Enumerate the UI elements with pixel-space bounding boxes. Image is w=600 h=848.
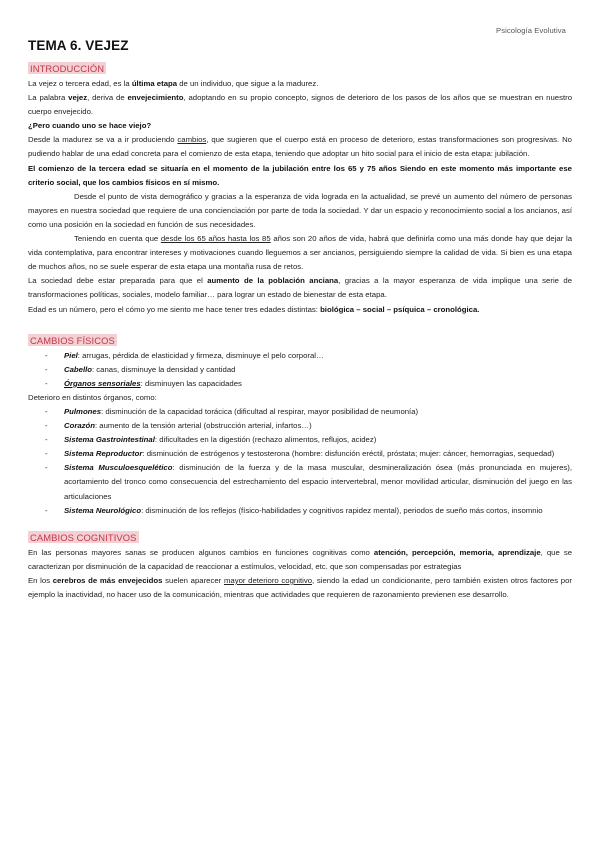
list-item: - Cabello: canas, disminuye la densidad y cantidad xyxy=(28,363,572,377)
page-title: TEMA 6. VEJEZ xyxy=(28,38,129,53)
organs-intro: Deterioro en distintos órganos, como: xyxy=(28,392,157,402)
intro-paragraph-6: Teniendo en cuenta que desde los 65 años hasta los 85 años son 20 años de vida, habrá que definirla como una más donde hay que dejar la vida contemplativa, para encontrar intereses y motivaciones cuando lleguemos a ser ancianos, persiguiendo siempre la calidad de vida. Si bien es una etapa de muchos años, no se suele esperar de esta etapa una montaña rusa de retos. xyxy=(28,234,573,272)
intro-paragraph-7: La sociedad debe estar preparada para que el aumento de la población anciana, gracias a la mayor esperanza de vida implique una serie de transformaciones políticas, sociales, modelo familiar… para lograr un estado de bienestar de esta etapa. xyxy=(28,276,573,300)
subject-header: Psicología Evolutiva xyxy=(496,26,566,35)
intro-paragraph-8: Edad es un número, pero el cómo yo me siento me hace tener tres edades distintas: biológica – social – psíquica – cronológica. xyxy=(28,304,480,314)
section-heading-cambios-fisicos: CAMBIOS FÍSICOS xyxy=(30,334,115,346)
cognitive-paragraph-2: En los cerebros de más envejecidos suelen aparecer mayor deterioro cognitivo, siendo la edad un condicionante, pero también existen otros factores por ejemplo la inactividad, no hacer uso de la comunicación, mientras que actividades que requieren de razonamiento previenen ese desarrollo. xyxy=(28,575,572,599)
list-item: - Sistema Neurológico: disminución de los reflejos (físico-habilidades y cognitivos rapidez mental), periodos de sueño más cortos, insomnio xyxy=(28,504,572,518)
list-item: - Sistema Reproductor: disminución de estrógenos y testosterona (hombre: disfunción eréctil, próstata; mujer: cáncer, hemorragias, sequedad) xyxy=(28,447,572,461)
list-item: - Sistema Musculoesquelético: disminución de la fuerza y de la masa muscular, desmineralización ósea (más pronunciada en mujeres), acortamiento del tronco como consecuencia del estrechamiento del espacio intervertebral, menor movilidad articular, disminución del juego en las articulaciones xyxy=(28,461,572,503)
document-page xyxy=(28,38,572,602)
section-heading-cambios-cognitivos: CAMBIOS COGNITIVOS xyxy=(30,531,137,543)
list-item: - Corazón: aumento de la tensión arterial (obstrucción arterial, infartos…) xyxy=(28,419,572,433)
section-heading-introduccion: INTRODUCCIÓN xyxy=(30,63,105,74)
intro-paragraph-3: Desde la madurez se va a ir produciendo cambios, que sugieren que el cuerpo está en proceso de deterioro, estas transformaciones son progresivas. No pudiendo hablar de una edad concreta para el comienzo de esta etapa, teniendo que adoptar un hito social para el inicio de esta etapa: jubilación. xyxy=(28,135,572,159)
physical-changes-list xyxy=(28,349,572,391)
cognitive-paragraph-1: En las personas mayores sanas se producen algunos cambios en funciones cognitivas como atención, percepción, memoria, aprendizaje, que se caracterizan por disminución de la capacidad de reaccionar a estímulos, velocidad, etc. que son compensadas por estrategias xyxy=(28,547,573,571)
list-item: - Piel: arrugas, pérdida de elasticidad y firmeza, disminuye el pelo corporal… xyxy=(28,349,572,363)
list-item: - Órganos sensoriales: disminuyen las capacidades xyxy=(28,377,572,391)
intro-paragraph-5: Desde el punto de vista demográfico y gracias a la esperanza de vida lograda en la actualidad, se prevé un aumento del número de personas mayores en nuestra sociedad que requiere de una concienciación por parte de toda la sociedad. Y dar un espacio y reconocimiento social a los ancianos, así como una posición en la sociedad en función de sus necesidades. xyxy=(28,191,572,229)
organs-list xyxy=(28,405,572,518)
intro-paragraph-1: La vejez o tercera edad, es la última etapa de un individuo, que sigue a la madurez. xyxy=(28,79,319,88)
intro-paragraph-2: La palabra vejez, deriva de envejecimiento, adoptando en su propio concepto, signos de deterioro de los pasos de los años que se muestran en nuestro cuerpo envejecido. xyxy=(28,93,573,117)
list-item: - Pulmones: disminución de la capacidad torácica (dificultad al respirar, mayor posibilidad de neumonía) xyxy=(28,405,572,419)
intro-paragraph-4: El comienzo de la tercera edad se situaría en el momento de la jubilación entre los 65 y 75 años Siendo en este momento más importante ese criterio social, que los cambios físicos en sí mismo. xyxy=(28,163,572,187)
list-item: - Sistema Gastrointestinal: dificultades en la digestión (rechazo alimentos, reflujos, acidez) xyxy=(28,433,572,447)
intro-question: ¿Pero cuando uno se hace viejo? xyxy=(28,121,152,131)
